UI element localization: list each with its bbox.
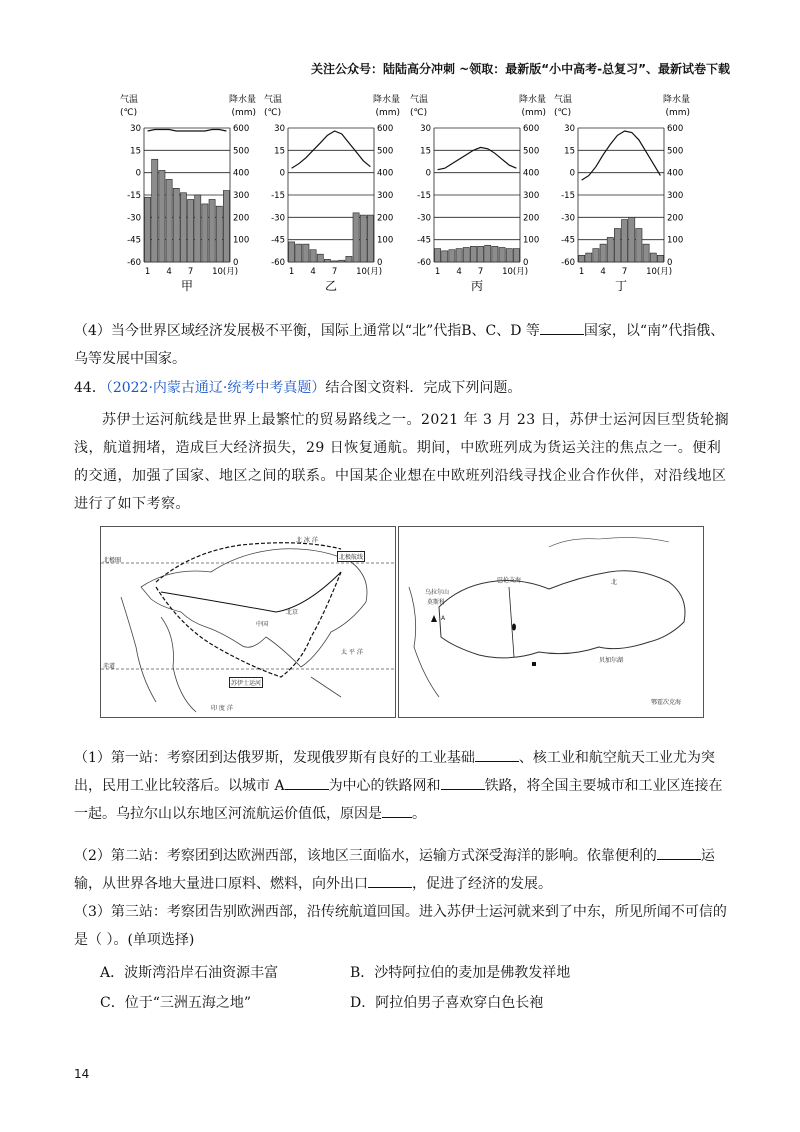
label-baikal: 贝加尔湖	[599, 657, 624, 664]
precip-bar	[456, 249, 462, 262]
option-b[interactable]: B．沙特阿拉伯的麦加是佛教发祥地	[350, 965, 571, 981]
russia-map	[398, 526, 704, 718]
page-number: 14	[74, 1067, 90, 1081]
label-equator: 赤道	[103, 663, 116, 670]
axis-header: 气温	[410, 95, 429, 105]
precip-bar	[492, 246, 498, 262]
label-arctic: 北 冰 洋	[296, 537, 318, 544]
axis-header: (mm)	[665, 108, 690, 118]
precip-tick-label: 100	[377, 235, 394, 246]
temp-tick-label: -60	[561, 258, 575, 268]
label-north-route: 北极航线	[337, 551, 365, 562]
precip-bar	[636, 229, 642, 263]
precip-bar	[485, 245, 491, 262]
precip-tick-label: 500	[667, 146, 684, 157]
answer-blank[interactable]	[540, 320, 584, 335]
precip-bar	[650, 253, 656, 262]
month-label: 1	[578, 267, 585, 277]
precip-tick-label: 100	[523, 235, 540, 246]
climate-chart-jia	[118, 90, 258, 295]
precip-bar	[317, 254, 323, 262]
option-a[interactable]: A．波斯湾沿岸石油资源丰富	[100, 965, 279, 981]
subquestion-3: （3）第三站：考察团告别欧洲西部，沿传统航道回国。进入苏伊士运河就来到了中东，所见所闻不可信的是（ ）。(单项选择)	[74, 904, 727, 948]
precip-bar	[152, 159, 158, 262]
precip-tick-label: 400	[377, 168, 394, 179]
month-label: 7	[477, 267, 484, 277]
temp-tick-label: 0	[425, 168, 431, 179]
chart-title: 乙	[324, 279, 338, 293]
axis-header: 降水量	[228, 95, 256, 105]
precip-tick-label: 400	[523, 168, 540, 179]
axis-header: (mm)	[521, 108, 546, 118]
precip-bar	[223, 191, 229, 262]
precip-bar	[643, 244, 649, 262]
axis-header: (℃)	[554, 108, 572, 118]
precip-tick-label: 0	[377, 258, 383, 268]
temp-tick-label: -30	[561, 213, 575, 224]
temp-tick-label: 30	[564, 124, 575, 134]
eurasia-route-map	[100, 526, 396, 718]
label-beijing: 北京	[286, 609, 299, 616]
question-44-header: 44．（2022·内蒙古通辽·统考中考真题）结合图文资料．完成下列问题。	[74, 380, 522, 396]
chart-title: 甲	[180, 279, 194, 293]
label-china: 中国	[256, 621, 269, 628]
month-label: 1	[144, 267, 151, 277]
precip-bar	[339, 260, 345, 262]
temp-tick-label: 30	[420, 124, 431, 134]
temp-tick-label: -45	[127, 235, 141, 246]
axis-header: 降水量	[372, 95, 400, 105]
precip-bar	[600, 244, 606, 262]
climate-chart-bing	[408, 90, 548, 295]
precip-bar	[310, 250, 316, 262]
label-indian-ocean: 印 度 洋	[211, 705, 233, 712]
month-label: 4	[456, 267, 462, 277]
precip-bar	[332, 261, 338, 262]
precip-bar	[188, 199, 194, 262]
temp-tick-label: 15	[564, 146, 575, 157]
precip-bar	[360, 215, 366, 262]
label-pacific: 太 平 洋	[341, 649, 363, 656]
precip-bar	[470, 246, 476, 262]
precip-bar	[657, 255, 663, 262]
subquestion-1: （1）第一站：考察团到达俄罗斯，发现俄罗斯有良好的工业基础 、核工业和航空航天工业尤为突出，民用工业比较落后。以城市 A 为中心的铁路网和 铁路，将全国主要城市和工业区连接在一起。乌拉尔山以东地区河流航运价值低，原因是 。	[74, 744, 734, 828]
answer-blank[interactable]	[657, 845, 701, 860]
temp-tick-label: 0	[279, 168, 285, 179]
precip-bar	[463, 247, 469, 262]
precip-bar	[614, 229, 620, 263]
precip-tick-label: 100	[233, 235, 250, 246]
temp-tick-label: 15	[130, 146, 141, 157]
option-c[interactable]: C．位于“三洲五海之地”	[100, 995, 252, 1011]
temp-tick-label: -45	[417, 235, 431, 246]
temperature-line	[438, 147, 517, 169]
axis-header: 气温	[264, 95, 283, 105]
month-label: 4	[166, 267, 172, 277]
precip-bar	[607, 237, 613, 262]
temp-tick-label: -30	[127, 213, 141, 224]
temp-tick-label: -30	[271, 213, 285, 224]
precip-bar	[166, 179, 172, 262]
climate-chart-yi	[262, 90, 402, 295]
axis-header: (℃)	[264, 108, 282, 118]
label-ural: 乌拉尔山	[425, 589, 450, 596]
precip-tick-label: 200	[233, 213, 250, 224]
month-label: 7	[331, 267, 338, 277]
temp-tick-label: -15	[127, 191, 141, 201]
temperature-line	[292, 131, 371, 168]
label-north: 北	[611, 579, 618, 586]
label-barents-sea: 巴伦支海	[497, 577, 522, 584]
temp-tick-label: 0	[135, 168, 141, 179]
precip-bar	[202, 204, 208, 262]
maps	[100, 526, 704, 718]
precip-tick-label: 200	[523, 213, 540, 224]
precip-tick-label: 100	[667, 235, 684, 246]
precip-tick-label: 0	[667, 258, 673, 268]
precip-tick-label: 400	[667, 168, 684, 179]
precip-tick-label: 600	[523, 124, 540, 134]
temp-tick-label: -15	[561, 191, 575, 201]
temp-tick-label: 30	[274, 124, 285, 134]
precip-bar	[346, 256, 352, 262]
axis-header: (mm)	[375, 108, 400, 118]
precip-bar	[629, 217, 635, 262]
temp-tick-label: -60	[417, 258, 431, 268]
temp-tick-label: 15	[420, 146, 431, 157]
precip-tick-label: 0	[233, 258, 239, 268]
precip-bar	[159, 170, 165, 262]
precip-bar	[324, 259, 330, 262]
precip-bar	[449, 250, 455, 262]
precip-bar	[435, 249, 441, 262]
precip-bar	[353, 213, 359, 262]
precip-tick-label: 200	[667, 213, 684, 224]
precip-bar	[216, 206, 222, 262]
answer-blank[interactable]	[441, 775, 485, 790]
precip-tick-label: 500	[233, 146, 250, 157]
label-arctic-circle: 北极圈	[103, 557, 122, 564]
temp-tick-label: -45	[561, 235, 575, 246]
chart-title: 丁	[614, 279, 628, 293]
precip-bar	[499, 247, 505, 262]
axis-header: (℃)	[410, 108, 428, 118]
precip-bar	[442, 251, 448, 262]
month-label: 4	[600, 267, 606, 277]
temp-tick-label: -60	[271, 258, 285, 268]
precip-bar	[622, 220, 628, 262]
precip-tick-label: 400	[233, 168, 250, 179]
option-d[interactable]: D．阿拉伯男子喜欢穿白色长袍	[350, 995, 544, 1011]
question-4-text: （4）当今世界区域经济发展极不平衡，国际上通常以“北”代指B、C、D 等 国家，以“南”代指俄、乌等发展中国家。	[74, 317, 734, 373]
precip-bar	[296, 244, 302, 262]
month-label: 10(月)	[356, 267, 383, 277]
precip-bar	[367, 215, 373, 262]
temp-tick-label: 15	[274, 146, 285, 157]
answer-blank[interactable]	[368, 873, 412, 888]
label-moscow: 莫斯科	[427, 599, 446, 606]
axis-header: (℃)	[120, 108, 138, 118]
answer-blank[interactable]	[285, 775, 329, 790]
precip-tick-label: 600	[377, 124, 394, 134]
precip-bar	[579, 255, 585, 262]
axis-header: 降水量	[662, 95, 690, 105]
temp-tick-label: 0	[569, 168, 575, 179]
precip-bar	[173, 188, 179, 262]
precip-bar	[593, 249, 599, 262]
temperature-line	[148, 130, 227, 132]
label-suez-route: 苏伊士运河	[229, 677, 263, 688]
temp-tick-label: -15	[271, 191, 285, 201]
axis-header: 气温	[120, 95, 139, 105]
chart-title: 丙	[470, 279, 484, 293]
precip-bar	[506, 249, 512, 262]
precip-bar	[195, 195, 201, 262]
answer-blank[interactable]	[475, 747, 519, 762]
precip-tick-label: 300	[667, 191, 684, 201]
precip-tick-label: 500	[377, 146, 394, 157]
precip-tick-label: 600	[667, 124, 684, 134]
question-source: （2022·内蒙古通辽·统考中考真题）	[105, 380, 326, 396]
axis-header: 气温	[554, 95, 573, 105]
precip-tick-label: 300	[377, 191, 394, 201]
month-label: 4	[310, 267, 316, 277]
precip-tick-label: 500	[523, 146, 540, 157]
temp-tick-label: -60	[127, 258, 141, 268]
month-label: 10(月)	[646, 267, 673, 277]
precip-tick-label: 200	[377, 213, 394, 224]
climate-chart-ding	[552, 90, 692, 295]
precip-tick-label: 300	[233, 191, 250, 201]
month-label: 7	[621, 267, 628, 277]
label-city-a: A	[441, 615, 446, 622]
precip-bar	[303, 244, 309, 262]
month-label: 1	[434, 267, 441, 277]
precip-bar	[180, 193, 186, 262]
precip-bar	[145, 197, 151, 262]
temp-tick-label: -45	[271, 235, 285, 246]
precip-tick-label: 600	[233, 124, 250, 134]
temp-tick-label: -30	[417, 213, 431, 224]
subquestion-2: （2）第二站：考察团到达欧洲西部，该地区三面临水，运输方式深受海洋的影响。依靠便利的 运输，从世界各地大量进口原料、燃料，向外出口 ，促进了经济的发展。	[74, 842, 734, 898]
month-label: 1	[288, 267, 295, 277]
month-label: 10(月)	[502, 267, 529, 277]
temp-tick-label: -15	[417, 191, 431, 201]
climate-charts	[118, 90, 698, 295]
precip-bar	[209, 199, 215, 262]
month-label: 7	[187, 267, 194, 277]
axis-header: 降水量	[518, 95, 546, 105]
precip-tick-label: 0	[523, 258, 529, 268]
axis-header: (mm)	[231, 108, 256, 118]
month-label: 10(月)	[212, 267, 239, 277]
precip-bar	[478, 246, 484, 262]
precip-bar	[586, 253, 592, 262]
header-note: 关注公众号：陆陆高分冲刺 ~领取：最新版“小中高考-总复习”、最新试卷下载	[311, 62, 730, 76]
answer-blank[interactable]	[382, 803, 412, 818]
precip-bar	[513, 249, 519, 262]
precip-bar	[289, 242, 295, 262]
reading-passage: 苏伊士运河航线是世界上最繁忙的贸易路线之一。2021 年 3 月 23 日，苏伊士运河因巨型货轮搁浅，航道拥堵，造成巨大经济损失，29 日恢复通航。期间，中欧班列成为货运关注的焦点之一。便利的交通，加强了国家、地区之间的联系。中国某企业想在中欧班列沿线寻找企业合作伙伴，对沿线地区进行了如下考察。	[74, 412, 730, 512]
temp-tick-label: 30	[130, 124, 141, 134]
label-okhotsk: 鄂霍次克海	[651, 699, 682, 706]
precip-tick-label: 300	[523, 191, 540, 201]
